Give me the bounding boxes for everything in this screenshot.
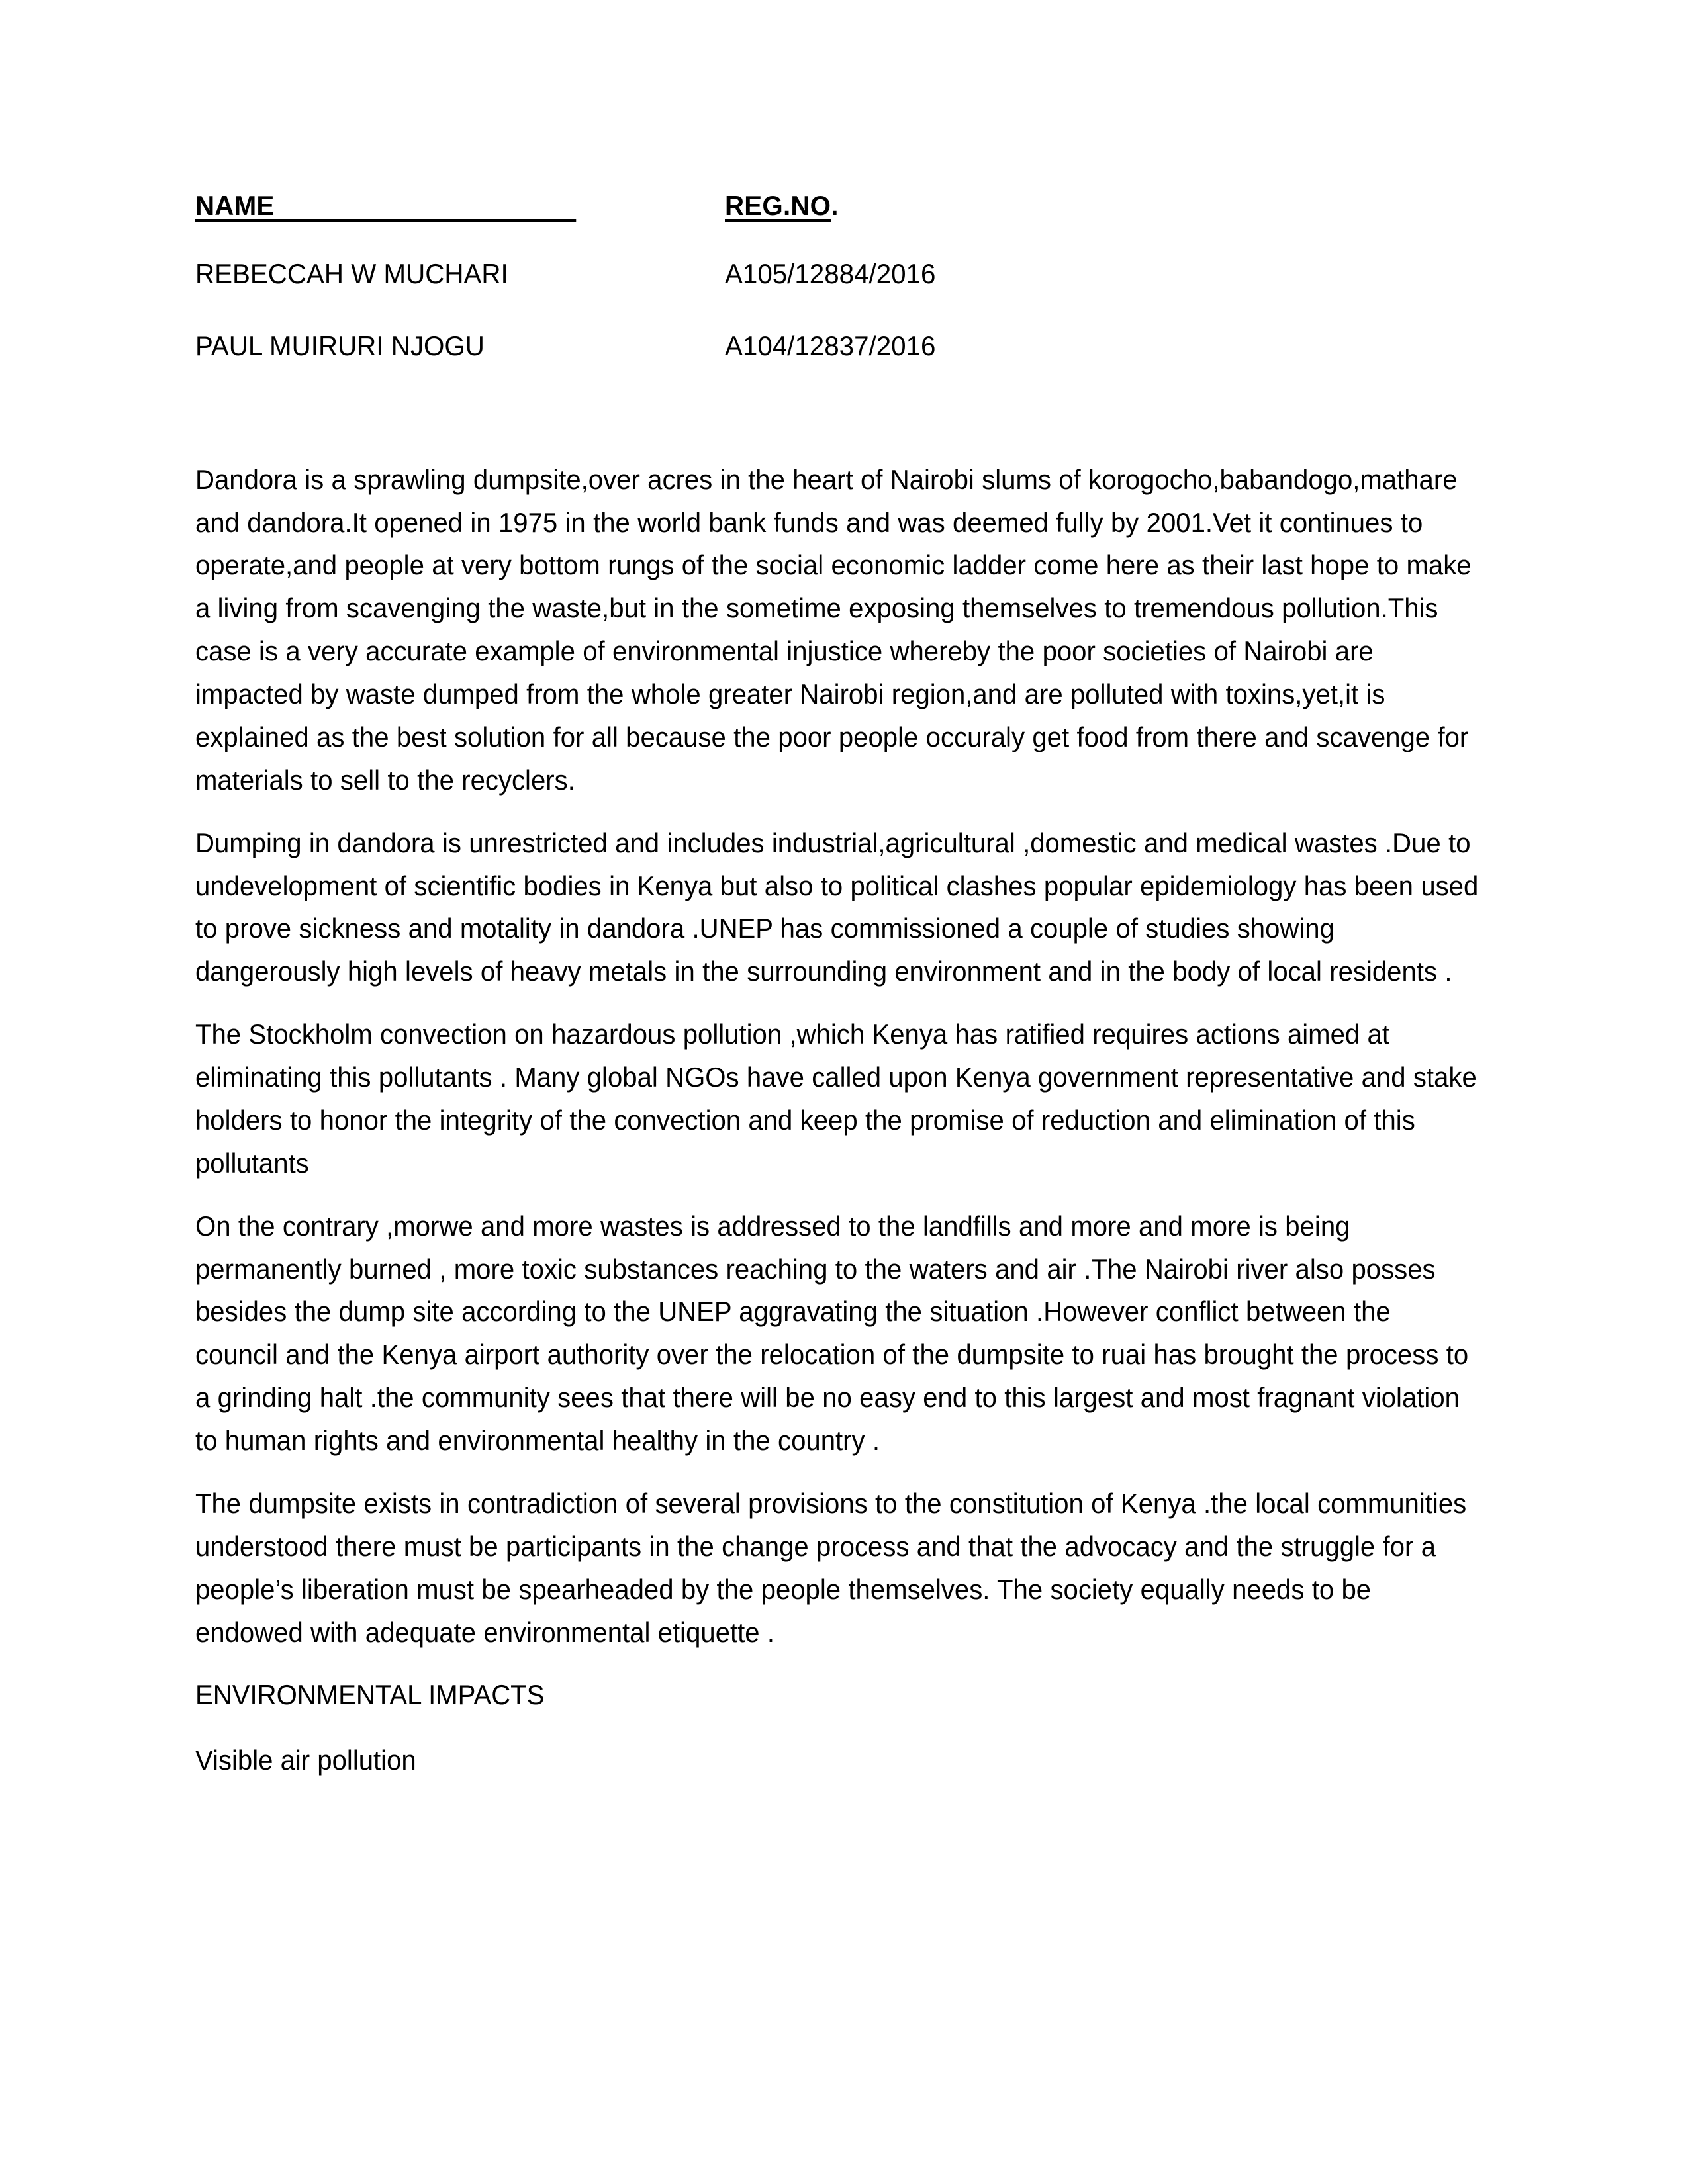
student-name-1: REBECCAH W MUCHARI [195,258,508,290]
column-header-regno-period: . [831,190,839,221]
paragraph-1: Dandora is a sprawling dumpsite,over acres in the heart of Nairobi slums of korogocho,babandogo,mathare and dandora.It opened in 1975 in the world bank funds and was deemed fully by 2001.Vet it continues to operate,and people at very bottom rungs of the social economic ladder come here as their last hope to make a living from scavenging the waste,but in the sometime exposing themselves to tremendous pollution.This case is a very accurate example of environmental injustice whereby the poor societies of Nairobi are impacted by waste dumped from the whole greater Nairobi region,and are polluted with toxins,yet,it is explained as the best solution for all because the poor people occuraly get food from there and scavenge for materials to sell to the recyclers. [195,463,1472,796]
header-cell-regno [725,189,1321,257]
student-regno-2: A104/12837/2016 [725,330,936,362]
paragraph-5: The dumpsite exists in contradiction of several provisions to the constitution of Kenya .the local communities understood there must be participants in the change process and that the advocacy and the struggle for a people’s liberation must be spearheaded by the people themselves. The society equally needs to be endowed with adequate environmental etiquette . [195,1487,1467,1648]
student-regno-1: A105/12884/2016 [725,258,936,290]
column-header-name: NAME [195,190,577,221]
cell-student-name [195,257,725,329]
table-row [195,257,1321,329]
paragraph-2: Dumping in dandora is unrestricted and includes industrial,agricultural ,domestic and medical wastes .Due to undevelopment of scientific bodies in Kenya but also to political clashes popular epidemiology has been used to prove sickness and motality in dandora .UNEP has commissioned a couple of studies showing dangerously high levels of heavy metals in the surrounding environment and in the body of local residents . [195,827,1479,987]
student-info-table [195,189,1321,402]
table-header-row [195,189,1321,257]
document-body [195,459,1479,1783]
cell-student-regno [725,257,1321,329]
section-heading-environmental-impacts: ENVIRONMENTAL IMPACTS [195,1679,545,1711]
cell-student-regno [725,329,1321,401]
student-name-2: PAUL MUIRURI NJOGU [195,330,485,362]
column-header-regno: REG.NO. [725,190,839,221]
cell-student-name [195,329,725,401]
section-item-visible-air-pollution: Visible air pollution [195,1745,416,1776]
header-cell-name [195,189,725,257]
table-row [195,329,1321,401]
paragraph-3: The Stockholm convection on hazardous pollution ,which Kenya has ratified requires actions aimed at eliminating this pollutants . Many global NGOs have called upon Kenya government representative and stake holders to honor the integrity of the convection and keep the promise of reduction and elimination of this pollutants [195,1019,1477,1179]
document-content [195,189,1479,1805]
paragraph-4: On the contrary ,morwe and more wastes is addressed to the landfills and more and more is being permanently burned , more toxic substances reaching to the waters and air .The Nairobi river also posses besides the dump site according to the UNEP aggravating the situation .However conflict between the council and the Kenya airport authority over the relocation of the dumpsite to ruai has brought the process to a grinding halt .the community sees that there will be no easy end to this largest and most fragnant violation to human rights and environmental healthy in the country . [195,1210,1469,1457]
